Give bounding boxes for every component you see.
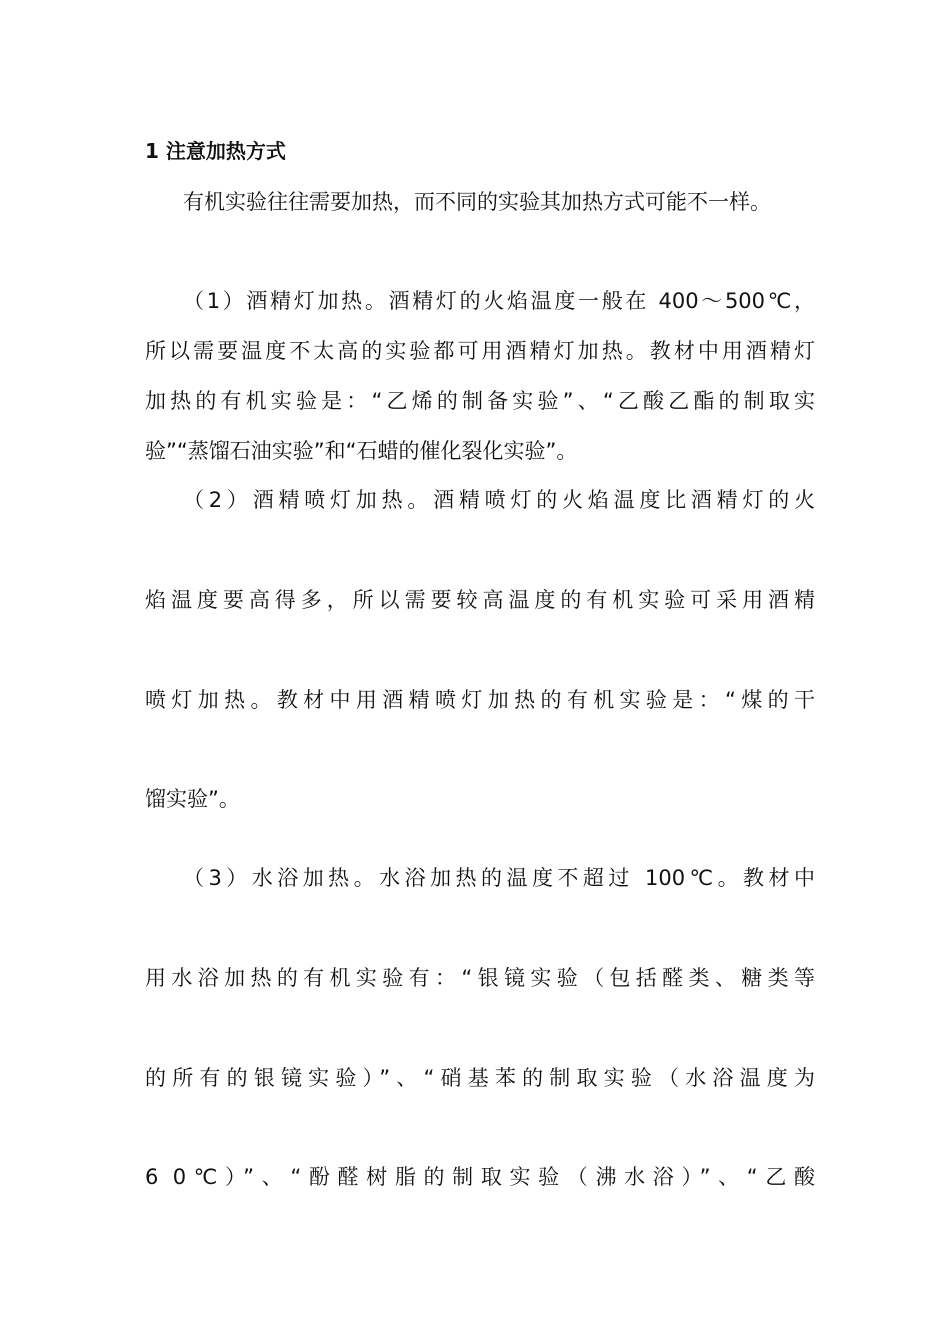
paragraph-2-line-2: 焰温度要高得多，所以需要较高温度的有机实验可采用酒精: [145, 588, 815, 612]
section-heading: 1 注意加热方式: [145, 139, 286, 163]
paragraph-2-line-1: （2）酒精喷灯加热。酒精喷灯的火焰温度比酒精灯的火: [183, 488, 815, 512]
paragraph-3-line-1: （3）水浴加热。水浴加热的温度不超过 100℃。教材中: [183, 866, 815, 890]
paragraph-1-line-1: （1）酒精灯加热。酒精灯的火焰温度一般在 400～500℃，: [183, 289, 815, 313]
paragraph-3-line-2: 用水浴加热的有机实验有：“银镜实验（包括醛类、糖类等: [145, 966, 815, 990]
paragraph-1-line-2: 所以需要温度不太高的实验都可用酒精灯加热。教材中用酒精灯: [145, 339, 815, 363]
paragraph-3-line-3: 的所有的银镜实验）”、“硝基苯的制取实验（水浴温度为: [145, 1066, 815, 1090]
paragraph-3-line-4: 6 0℃）”、“酚醛树脂的制取实验（沸水浴）”、“乙酸: [145, 1165, 815, 1189]
intro-paragraph: 有机实验往往需要加热，而不同的实验其加热方式可能不一样。: [183, 190, 771, 214]
paragraph-2-line-3: 喷灯加热。教材中用酒精喷灯加热的有机实验是：“煤的干: [145, 688, 815, 712]
paragraph-1-line-4: 验”“蒸馏石油实验”和“石蜡的催化裂化实验”。: [145, 439, 578, 463]
paragraph-2-line-4: 馏实验”。: [145, 787, 240, 811]
paragraph-1-line-3: 加热的有机实验是：“乙烯的制备实验”、“乙酸乙酯的制取实: [145, 389, 815, 413]
